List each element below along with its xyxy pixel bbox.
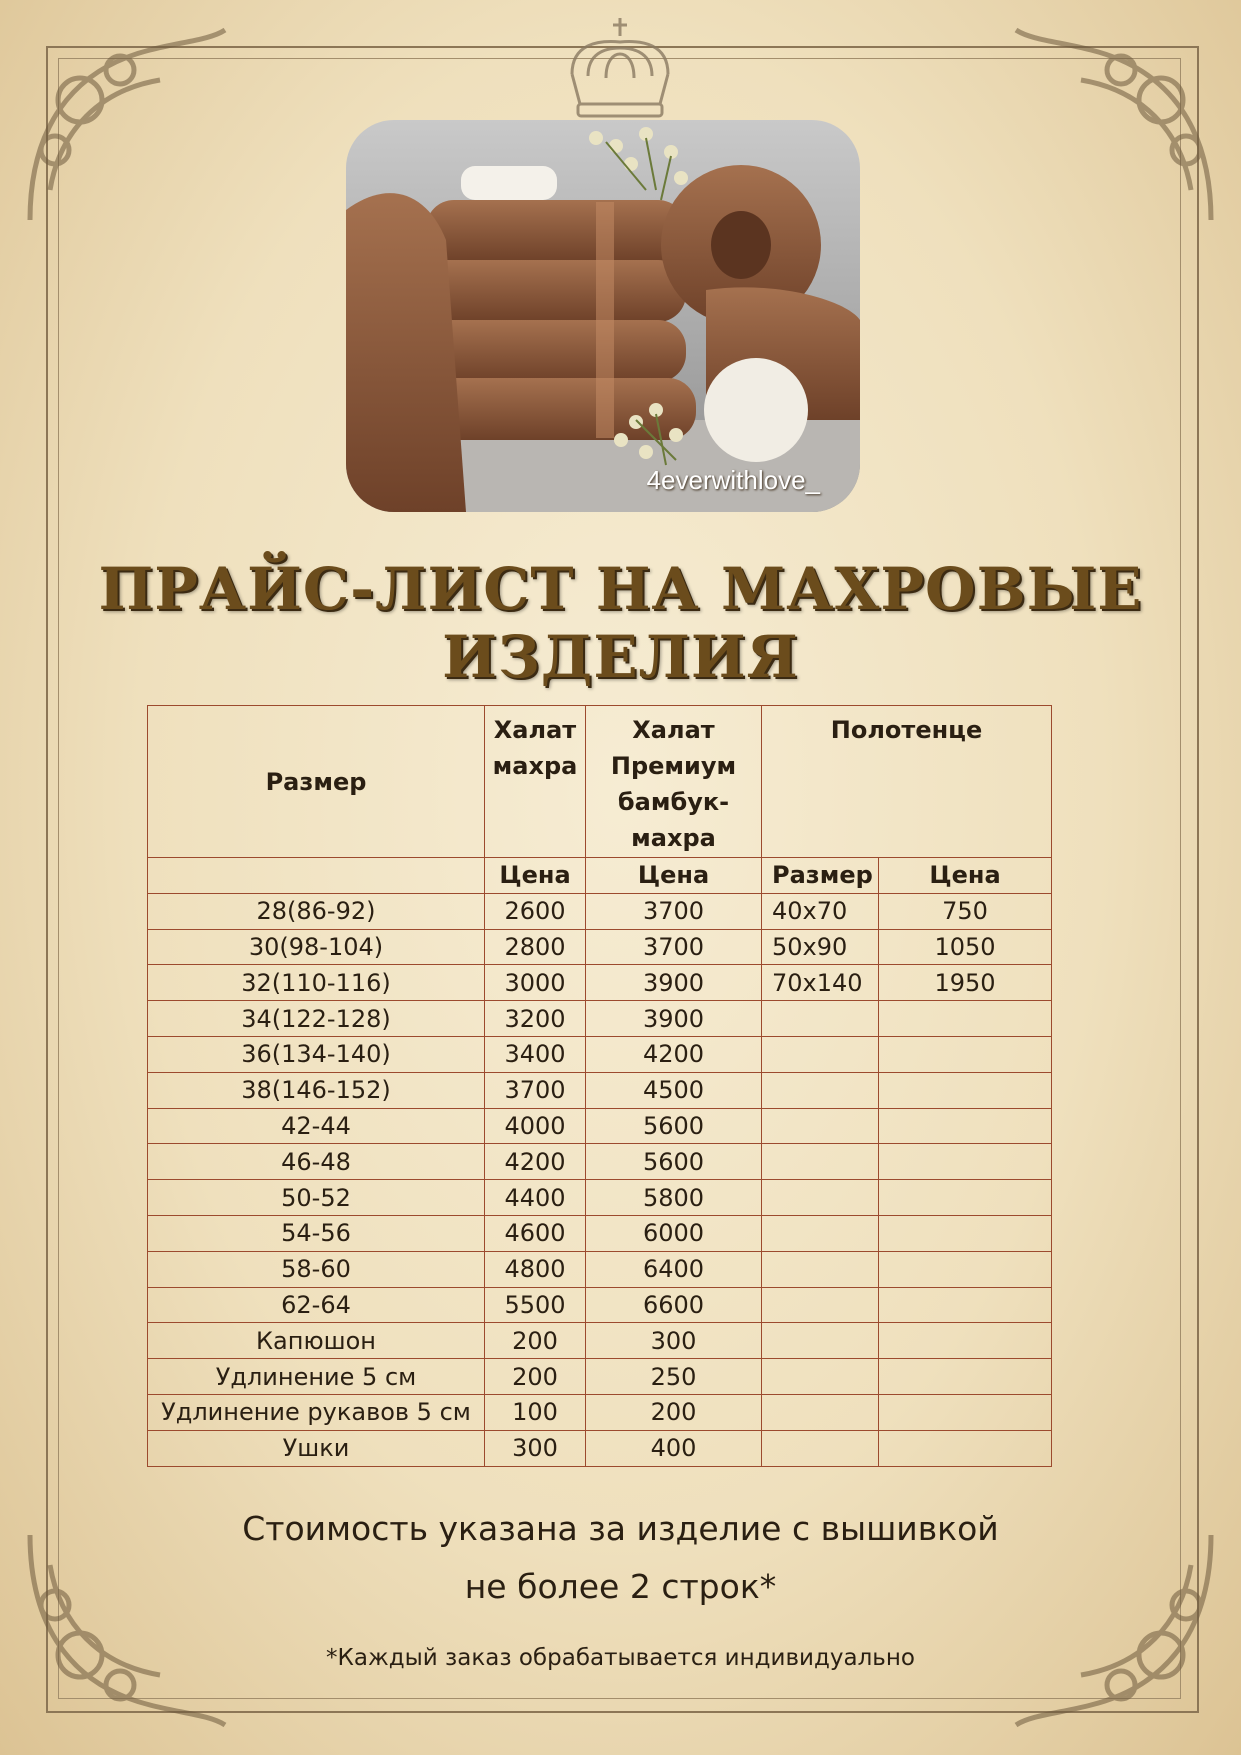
cell-robe-price: 200 (485, 1323, 586, 1359)
subheader-premium-price: Цена (586, 858, 762, 894)
cell-towel-size (762, 1287, 879, 1323)
table-row (148, 1323, 1052, 1359)
cell-size: 28(86-92) (148, 893, 485, 929)
cell-size: 54-56 (148, 1215, 485, 1251)
cell-towel-price (879, 1430, 1052, 1466)
cell-robe-price: 5500 (485, 1287, 586, 1323)
cell-towel-price (879, 1215, 1052, 1251)
cell-towel-price (879, 1251, 1052, 1287)
cell-towel-size (762, 1394, 879, 1430)
towels-photo (346, 120, 860, 512)
cell-robe-price: 2800 (485, 929, 586, 965)
cell-towel-size (762, 1251, 879, 1287)
cell-premium-price: 250 (586, 1359, 762, 1395)
cell-premium-price: 5800 (586, 1180, 762, 1216)
cell-robe-price: 100 (485, 1394, 586, 1430)
table-row (148, 1215, 1052, 1251)
cell-size: 58-60 (148, 1251, 485, 1287)
cell-premium-price: 4500 (586, 1072, 762, 1108)
cell-size: 36(134-140) (148, 1036, 485, 1072)
cell-premium-price: 200 (586, 1394, 762, 1430)
cell-towel-price (879, 1180, 1052, 1216)
cell-premium-price: 4200 (586, 1036, 762, 1072)
cell-size: 62-64 (148, 1287, 485, 1323)
subheader-robe-price: Цена (485, 858, 586, 894)
table-row (148, 1108, 1052, 1144)
cell-towel-size: 70x140 (762, 965, 879, 1001)
cell-size: 30(98-104) (148, 929, 485, 965)
cell-towel-price (879, 1036, 1052, 1072)
cell-towel-size (762, 1215, 879, 1251)
cell-size: 50-52 (148, 1180, 485, 1216)
cell-size: Капюшон (148, 1323, 485, 1359)
price-table (147, 705, 1052, 1467)
header-towel: Полотенце (762, 706, 1052, 858)
subheader-towel-size: Размер (762, 858, 879, 894)
table-row (148, 1072, 1052, 1108)
cell-towel-price (879, 1144, 1052, 1180)
cell-towel-size (762, 1108, 879, 1144)
ornament-top-left-icon (10, 10, 240, 240)
header-size: Размер (148, 706, 485, 858)
cell-robe-price: 200 (485, 1359, 586, 1395)
table-row (148, 1430, 1052, 1466)
table-row (148, 1001, 1052, 1037)
cell-premium-price: 3700 (586, 929, 762, 965)
page-title: ПРАЙС-ЛИСТ НА МАХРОВЫЕ ИЗДЕЛИЯ (98, 555, 1143, 691)
cell-towel-price (879, 1323, 1052, 1359)
cell-towel-size (762, 1430, 879, 1466)
cell-towel-price (879, 1394, 1052, 1430)
cell-robe-price: 2600 (485, 893, 586, 929)
table-row (148, 1251, 1052, 1287)
cell-size: 34(122-128) (148, 1001, 485, 1037)
cell-towel-size (762, 1072, 879, 1108)
table-row (148, 1394, 1052, 1430)
cell-towel-price (879, 1359, 1052, 1395)
cell-size: 38(146-152) (148, 1072, 485, 1108)
cell-size: 32(110-116) (148, 965, 485, 1001)
cell-premium-price: 300 (586, 1323, 762, 1359)
cell-size: 46-48 (148, 1144, 485, 1180)
table-header-row (148, 706, 1052, 858)
cell-towel-price (879, 1108, 1052, 1144)
note-line-2: не более 2 строк* (464, 1567, 777, 1606)
cell-towel-price: 1050 (879, 929, 1052, 965)
table-row (148, 1180, 1052, 1216)
cell-towel-price (879, 1287, 1052, 1323)
cell-robe-price: 4400 (485, 1180, 586, 1216)
cell-size: Ушки (148, 1430, 485, 1466)
cell-robe-price: 3000 (485, 965, 586, 1001)
table-row (148, 1287, 1052, 1323)
cell-robe-price: 4000 (485, 1108, 586, 1144)
cell-size: Удлинение рукавов 5 см (148, 1394, 485, 1430)
table-subheader-row (148, 858, 1052, 894)
cell-towel-price: 750 (879, 893, 1052, 929)
cell-towel-size: 40x70 (762, 893, 879, 929)
table-row (148, 1144, 1052, 1180)
cell-size: Удлинение 5 см (148, 1359, 485, 1395)
table-row (148, 965, 1052, 1001)
header-robe-premium: Халат Премиум бамбук-махра (586, 706, 762, 858)
embroidery-note (60, 1500, 1181, 1616)
crown-icon (558, 14, 682, 124)
table-row (148, 929, 1052, 965)
cell-towel-price: 1950 (879, 965, 1052, 1001)
towel-stack-image (346, 120, 860, 512)
cell-robe-price: 3200 (485, 1001, 586, 1037)
cell-towel-price (879, 1001, 1052, 1037)
subheader-towel-price: Цена (879, 858, 1052, 894)
cell-towel-size (762, 1359, 879, 1395)
header-robe: Халат махра (485, 706, 586, 858)
cell-premium-price: 3900 (586, 1001, 762, 1037)
cell-size: 42-44 (148, 1108, 485, 1144)
table-row (148, 1036, 1052, 1072)
cell-towel-size (762, 1001, 879, 1037)
note-line-1: Стоимость указана за изделие с вышивкой (242, 1509, 999, 1548)
cell-premium-price: 400 (586, 1430, 762, 1466)
cell-premium-price: 5600 (586, 1108, 762, 1144)
cell-towel-size (762, 1323, 879, 1359)
cell-premium-price: 5600 (586, 1144, 762, 1180)
subheader-empty (148, 858, 485, 894)
table-row (148, 1359, 1052, 1395)
cell-robe-price: 4600 (485, 1215, 586, 1251)
cell-robe-price: 3400 (485, 1036, 586, 1072)
cell-robe-price: 4200 (485, 1144, 586, 1180)
cell-towel-price (879, 1072, 1052, 1108)
cell-robe-price: 300 (485, 1430, 586, 1466)
cell-premium-price: 3700 (586, 893, 762, 929)
ornament-top-right-icon (1001, 10, 1231, 240)
cell-towel-size (762, 1144, 879, 1180)
cell-towel-size: 50x90 (762, 929, 879, 965)
cell-robe-price: 3700 (485, 1072, 586, 1108)
cell-premium-price: 6400 (586, 1251, 762, 1287)
cell-premium-price: 6000 (586, 1215, 762, 1251)
table-row (148, 893, 1052, 929)
cell-robe-price: 4800 (485, 1251, 586, 1287)
cell-premium-price: 6600 (586, 1287, 762, 1323)
photo-watermark: 4everwithlove_ (646, 465, 820, 495)
cell-towel-size (762, 1036, 879, 1072)
cell-towel-size (762, 1180, 879, 1216)
cell-premium-price: 3900 (586, 965, 762, 1001)
footnote: *Каждый заказ обрабатывается индивидуально (326, 1645, 915, 1671)
